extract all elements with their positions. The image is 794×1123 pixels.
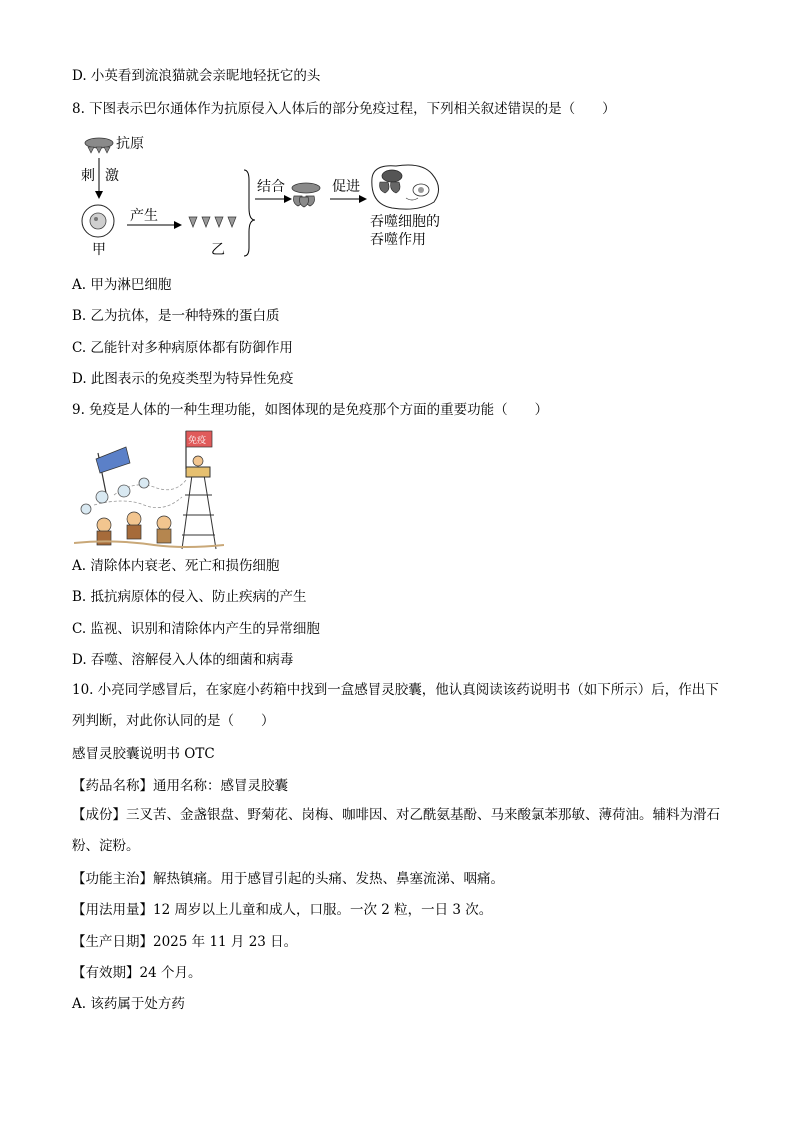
q9-option-c: C. 监视、识别和清除体内产生的异常细胞 [72,621,320,637]
q9-defense-illustration [74,425,224,551]
q7-option-d: D. 小英看到流浪猫就会亲昵地轻抚它的头 [72,68,321,84]
q10-stem: 10. 小亮同学感冒后，在家庭小药箱中找到一盒感冒灵胶囊，他认真阅读该药说明书（如下所示）后，作出下列判断，对此你认同的是（ ） [72,682,719,729]
q10-option-a: A. 该药属于处方药 [72,996,185,1012]
q8-option-c: C. 乙能针对多种病原体都有防御作用 [72,340,293,356]
q10-production-date: 【生产日期】2025 年 11 月 23 日。 [72,934,298,950]
q9-option-d: D. 吞噬、溶解侵入人体的细菌和病毒 [72,652,294,668]
q10-drug-name: 【药品名称】通用名称：感冒灵胶囊 [72,778,288,794]
q9-option-a: A. 清除体内衰老、死亡和损伤细胞 [72,558,280,574]
q9-option-b: B. 抵抗病原体的侵入、防止疾病的产生 [72,589,307,605]
label-phagocyte-1: 吞噬细胞的 [370,214,440,230]
q10-validity: 【有效期】24 个月。 [72,965,202,981]
watchtower-icon [182,467,216,549]
q10-leaflet-title: 感冒灵胶囊说明书 OTC [72,746,215,762]
label-produce: 产生 [130,208,158,224]
antigen-antibody-complex-icon [292,183,320,207]
label-jia: 甲 [92,242,106,258]
q9-stem: 9. 免疫是人体的一种生理功能，如图体现的是免疫那个方面的重要功能（ ） [72,402,549,418]
pathogen-icon [81,478,149,514]
label-bind: 结合 [257,179,285,195]
label-phagocyte-2: 吞噬作用 [370,232,426,248]
soldier-icon [97,512,171,545]
phagocyte-cell-icon [372,165,439,209]
q8-option-a: A. 甲为淋巴细胞 [72,277,172,293]
label-antigen: 抗原 [116,136,144,152]
q10-ingredients: 【成份】三叉苦、金盏银盘、野菊花、岗梅、咖啡因、对乙酰氨基酚、马来酸氯苯那敏、薄荷油。辅料为滑石粉、淀粉。 [72,807,720,854]
q8-option-d: D. 此图表示的免疫类型为特异性免疫 [72,371,294,387]
antigen-icon [85,138,113,153]
enemy-flag-icon [96,447,130,473]
label-stimulate-1: 刺 [81,168,95,184]
antibody-icon [189,217,236,227]
q10-dosage: 【用法用量】12 周岁以上儿童和成人，口服。一次 2 粒，一日 3 次。 [72,902,493,918]
q8-immune-diagram [74,128,454,263]
label-yi: 乙 [211,242,225,258]
q10-indications: 【功能主治】解热镇痛。用于感冒引起的头痛、发热、鼻塞流涕、咽痛。 [72,871,504,887]
label-promote: 促进 [332,179,360,195]
lymphocyte-cell-icon [82,205,114,237]
q8-stem: 8. 下图表示巴尔通体作为抗原侵入人体后的部分免疫过程，下列相关叙述错误的是（ ） [72,101,616,117]
label-stimulate-2: 激 [105,168,119,184]
flag-label: 免疫 [188,436,207,446]
q8-option-b: B. 乙为抗体，是一种特殊的蛋白质 [72,308,280,324]
